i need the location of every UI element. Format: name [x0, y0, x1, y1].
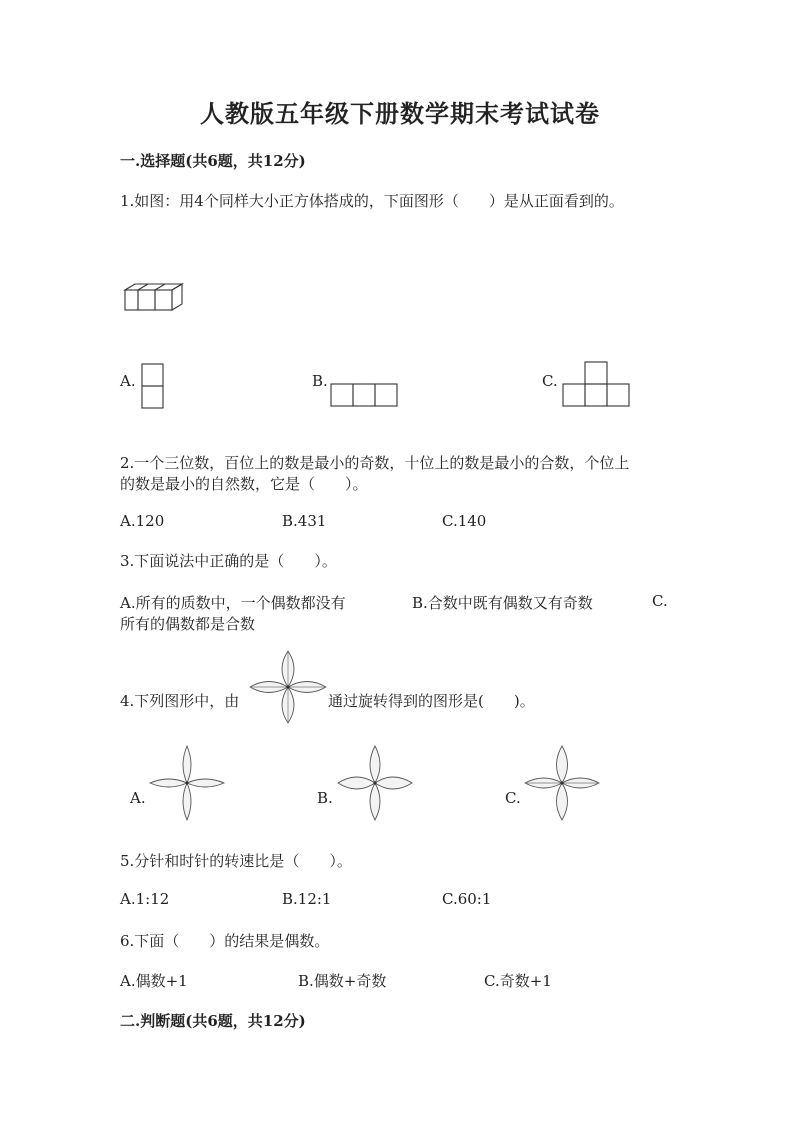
q4-source-flower-figure	[248, 650, 328, 726]
q4-option-a-flower-figure	[148, 745, 226, 823]
cube-stack-figure	[120, 280, 190, 320]
q6-option-c[interactable]: C.奇数+1	[484, 972, 552, 990]
q5-option-b[interactable]: B.12:1	[282, 890, 332, 908]
q2-option-b[interactable]: B.431	[282, 512, 327, 530]
q1-option-b-figure	[329, 382, 399, 410]
cube-stack-lines	[125, 284, 182, 310]
question-4-text-before: 4.下列图形中，由	[120, 692, 240, 710]
flower-diagonal-petals	[250, 651, 326, 723]
q4-option-c-label[interactable]: C.	[505, 789, 521, 807]
question-1-text: 1.如图：用4个同样大小正方体搭成的，下面图形（ ）是从正面看到的。	[120, 192, 624, 210]
question-2-text-line2: 的数是最小的自然数，它是（ ）。	[120, 475, 368, 493]
q5-option-c[interactable]: C.60:1	[442, 890, 492, 908]
question-4-text-after: 通过旋转得到的图形是( )。	[328, 692, 535, 710]
q4-option-b-flower-figure	[336, 745, 414, 823]
q3-option-b[interactable]: B.合数中既有偶数又有奇数	[412, 594, 593, 612]
page-title: 人教版五年级下册数学期末考试试卷	[200, 99, 600, 128]
q2-option-a[interactable]: A.120	[120, 512, 165, 530]
q6-option-b[interactable]: B.偶数+奇数	[298, 972, 387, 990]
q3-option-c-label[interactable]: C.	[652, 592, 668, 610]
section-heading-choice: 一.选择题(共6题，共12分)	[120, 152, 306, 170]
q4-option-a-label[interactable]: A.	[130, 789, 146, 807]
section-heading-judgement: 二.判断题(共6题，共12分)	[120, 1012, 306, 1030]
q1-option-a-figure	[140, 362, 166, 410]
q1-option-a-label[interactable]: A.	[120, 372, 136, 390]
q3-option-c-text[interactable]: 所有的偶数都是合数	[120, 615, 256, 633]
q6-option-a[interactable]: A.偶数+1	[120, 972, 188, 990]
question-6-text: 6.下面（ ）的结果是偶数。	[120, 932, 330, 950]
q3-option-a[interactable]: A.所有的质数中，一个偶数都没有	[120, 594, 346, 612]
q1-option-b-label[interactable]: B.	[312, 372, 328, 390]
q4-option-c-flower-figure	[523, 745, 601, 823]
q2-option-c[interactable]: C.140	[442, 512, 487, 530]
question-5-text: 5.分针和时针的转速比是（ ）。	[120, 852, 352, 870]
q1-option-c-label[interactable]: C.	[542, 372, 558, 390]
q5-option-a[interactable]: A.1:12	[120, 890, 170, 908]
q1-option-c-figure	[561, 360, 631, 410]
question-2-text-line1: 2.一个三位数，百位上的数是最小的奇数，十位上的数是最小的合数，个位上	[120, 454, 630, 472]
question-3-text: 3.下面说法中正确的是（ ）。	[120, 552, 337, 570]
q4-option-b-label[interactable]: B.	[317, 789, 333, 807]
